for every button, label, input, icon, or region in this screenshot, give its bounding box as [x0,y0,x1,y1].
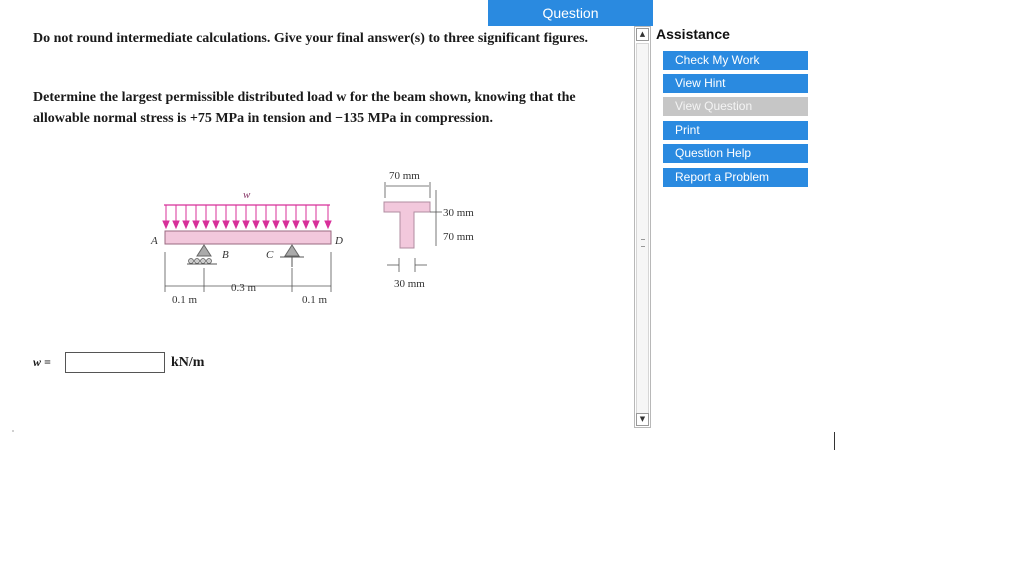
load-arrow [283,205,289,228]
point-c-label: C [266,249,274,261]
load-label: w [243,189,251,201]
answer-unit: kN/m [171,354,205,370]
load-arrow [173,205,179,228]
point-a-label: A [151,235,158,247]
scroll-down-icon[interactable]: ▼ [636,413,649,426]
load-arrow [253,205,259,228]
text-cursor [834,432,835,450]
load-arrow [163,205,169,228]
load-arrow [183,205,189,228]
print-button[interactable]: Print [663,121,808,140]
load-arrow [263,205,269,228]
question-instruction: Do not round intermediate calculations. Give your final answer(s) to three significant figures. [33,31,589,46]
answer-row [33,351,204,374]
question-help-button[interactable]: Question Help [663,144,808,163]
support-b [187,245,217,264]
load-arrow [213,205,219,228]
support-c [280,245,304,267]
beam-figure [140,160,500,315]
point-d-label: D [335,235,343,247]
load-arrow [273,205,279,228]
dim-middle-label: 0.3 m [231,282,257,294]
web-width-label: 30 mm [394,278,425,290]
assistance-title: Assistance [656,26,730,42]
decorative-dot [12,430,14,432]
load-arrow [313,205,319,228]
scroll-up-icon[interactable]: ▲ [636,28,649,41]
scroll-thumb[interactable] [636,43,649,414]
web-height-label: 70 mm [443,231,474,243]
answer-variable-label: w = [33,355,51,369]
question-tab[interactable]: Question [488,0,653,26]
flange-thickness-label: 30 mm [443,207,474,219]
load-arrow [193,205,199,228]
load-arrow [203,205,209,228]
dim-right-label: 0.1 m [302,294,328,306]
question-prompt: Determine the largest permissible distributed load w for the beam shown, knowing that the allowable normal stress is +75 MPa in tension and −135 MPa in compression. [33,90,576,126]
section-width-label: 70 mm [389,170,420,182]
load-arrow [293,205,299,228]
load-arrow [233,205,239,228]
t-section [384,170,474,290]
distributed-load-arrows [163,205,331,228]
view-hint-button[interactable]: View Hint [663,74,808,93]
question-scrollbar[interactable] [634,26,651,428]
load-arrow [325,205,331,228]
beam-diagram [140,160,500,310]
beam-body [165,231,331,244]
check-my-work-button[interactable]: Check My Work [663,51,808,70]
load-arrow [303,205,309,228]
view-question-button: View Question [663,97,808,116]
dim-left-label: 0.1 m [172,294,198,306]
report-problem-button[interactable]: Report a Problem [663,168,808,187]
answer-input[interactable] [65,352,165,373]
point-b-label: B [222,249,229,261]
load-arrow [223,205,229,228]
scroll-grip-icon [641,239,645,247]
load-arrow [243,205,249,228]
